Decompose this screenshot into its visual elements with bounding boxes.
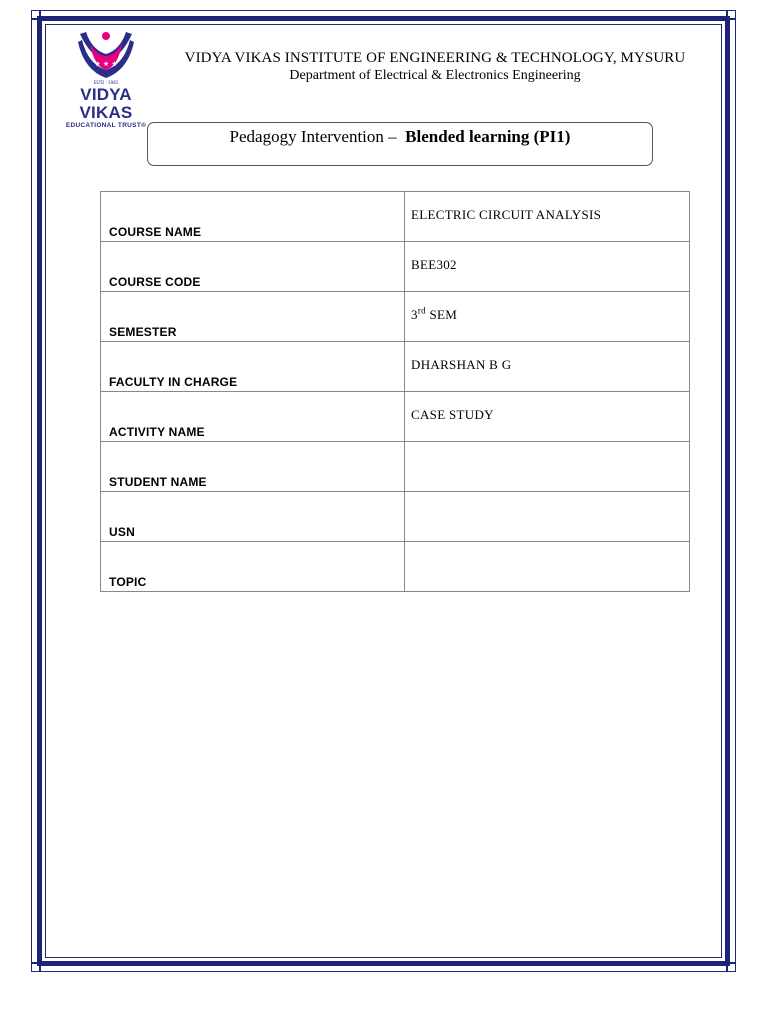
pedagogy-title xyxy=(148,127,652,147)
row-label: SEMESTER xyxy=(101,292,405,342)
table-row xyxy=(101,542,690,592)
row-label: STUDENT NAME xyxy=(101,442,405,492)
department-name: Department of Electrical & Electronics Engineering xyxy=(289,68,581,83)
table-row xyxy=(101,442,690,492)
pedagogy-heading: Blended learning (PI1) xyxy=(405,127,571,146)
row-value: CASE STUDY xyxy=(405,392,690,442)
corner-ornament-icon xyxy=(31,10,49,28)
row-label: ACTIVITY NAME xyxy=(101,392,405,442)
svg-text:★ ★ ★: ★ ★ ★ xyxy=(94,60,118,68)
logo-subtitle: EDUCATIONAL TRUST® xyxy=(65,122,147,129)
logo-estd: ESTD : 1981 xyxy=(93,80,119,85)
row-value xyxy=(405,442,690,492)
corner-ornament-icon xyxy=(31,954,49,972)
row-value: ELECTRIC CIRCUIT ANALYSIS xyxy=(405,192,690,242)
institute-name: VIDYA VIKAS INSTITUTE OF ENGINEERING & TECHNOLOGY, MYSURU xyxy=(184,50,686,66)
table-row xyxy=(101,242,690,292)
table-row xyxy=(101,192,690,242)
corner-ornament-icon xyxy=(718,954,736,972)
row-label: COURSE CODE xyxy=(101,242,405,292)
table-row xyxy=(101,392,690,442)
row-value: BEE302 xyxy=(405,242,690,292)
table-row xyxy=(101,342,690,392)
row-value xyxy=(405,492,690,542)
row-value xyxy=(405,542,690,592)
row-label: USN xyxy=(101,492,405,542)
row-value: DHARSHAN B G xyxy=(405,342,690,392)
pedagogy-prefix: Pedagogy Intervention – xyxy=(229,127,397,146)
row-label: TOPIC xyxy=(101,542,405,592)
row-label: FACULTY IN CHARGE xyxy=(101,342,405,392)
course-info-table xyxy=(100,191,690,592)
logo-name: VIDYA VIKAS xyxy=(79,85,133,122)
corner-ornament-icon xyxy=(718,10,736,28)
logo-text xyxy=(54,86,158,130)
table-row xyxy=(101,292,690,342)
row-value: 3rd SEM xyxy=(405,292,690,342)
table-row xyxy=(101,492,690,542)
pedagogy-box xyxy=(147,122,653,166)
row-label: COURSE NAME xyxy=(101,192,405,242)
